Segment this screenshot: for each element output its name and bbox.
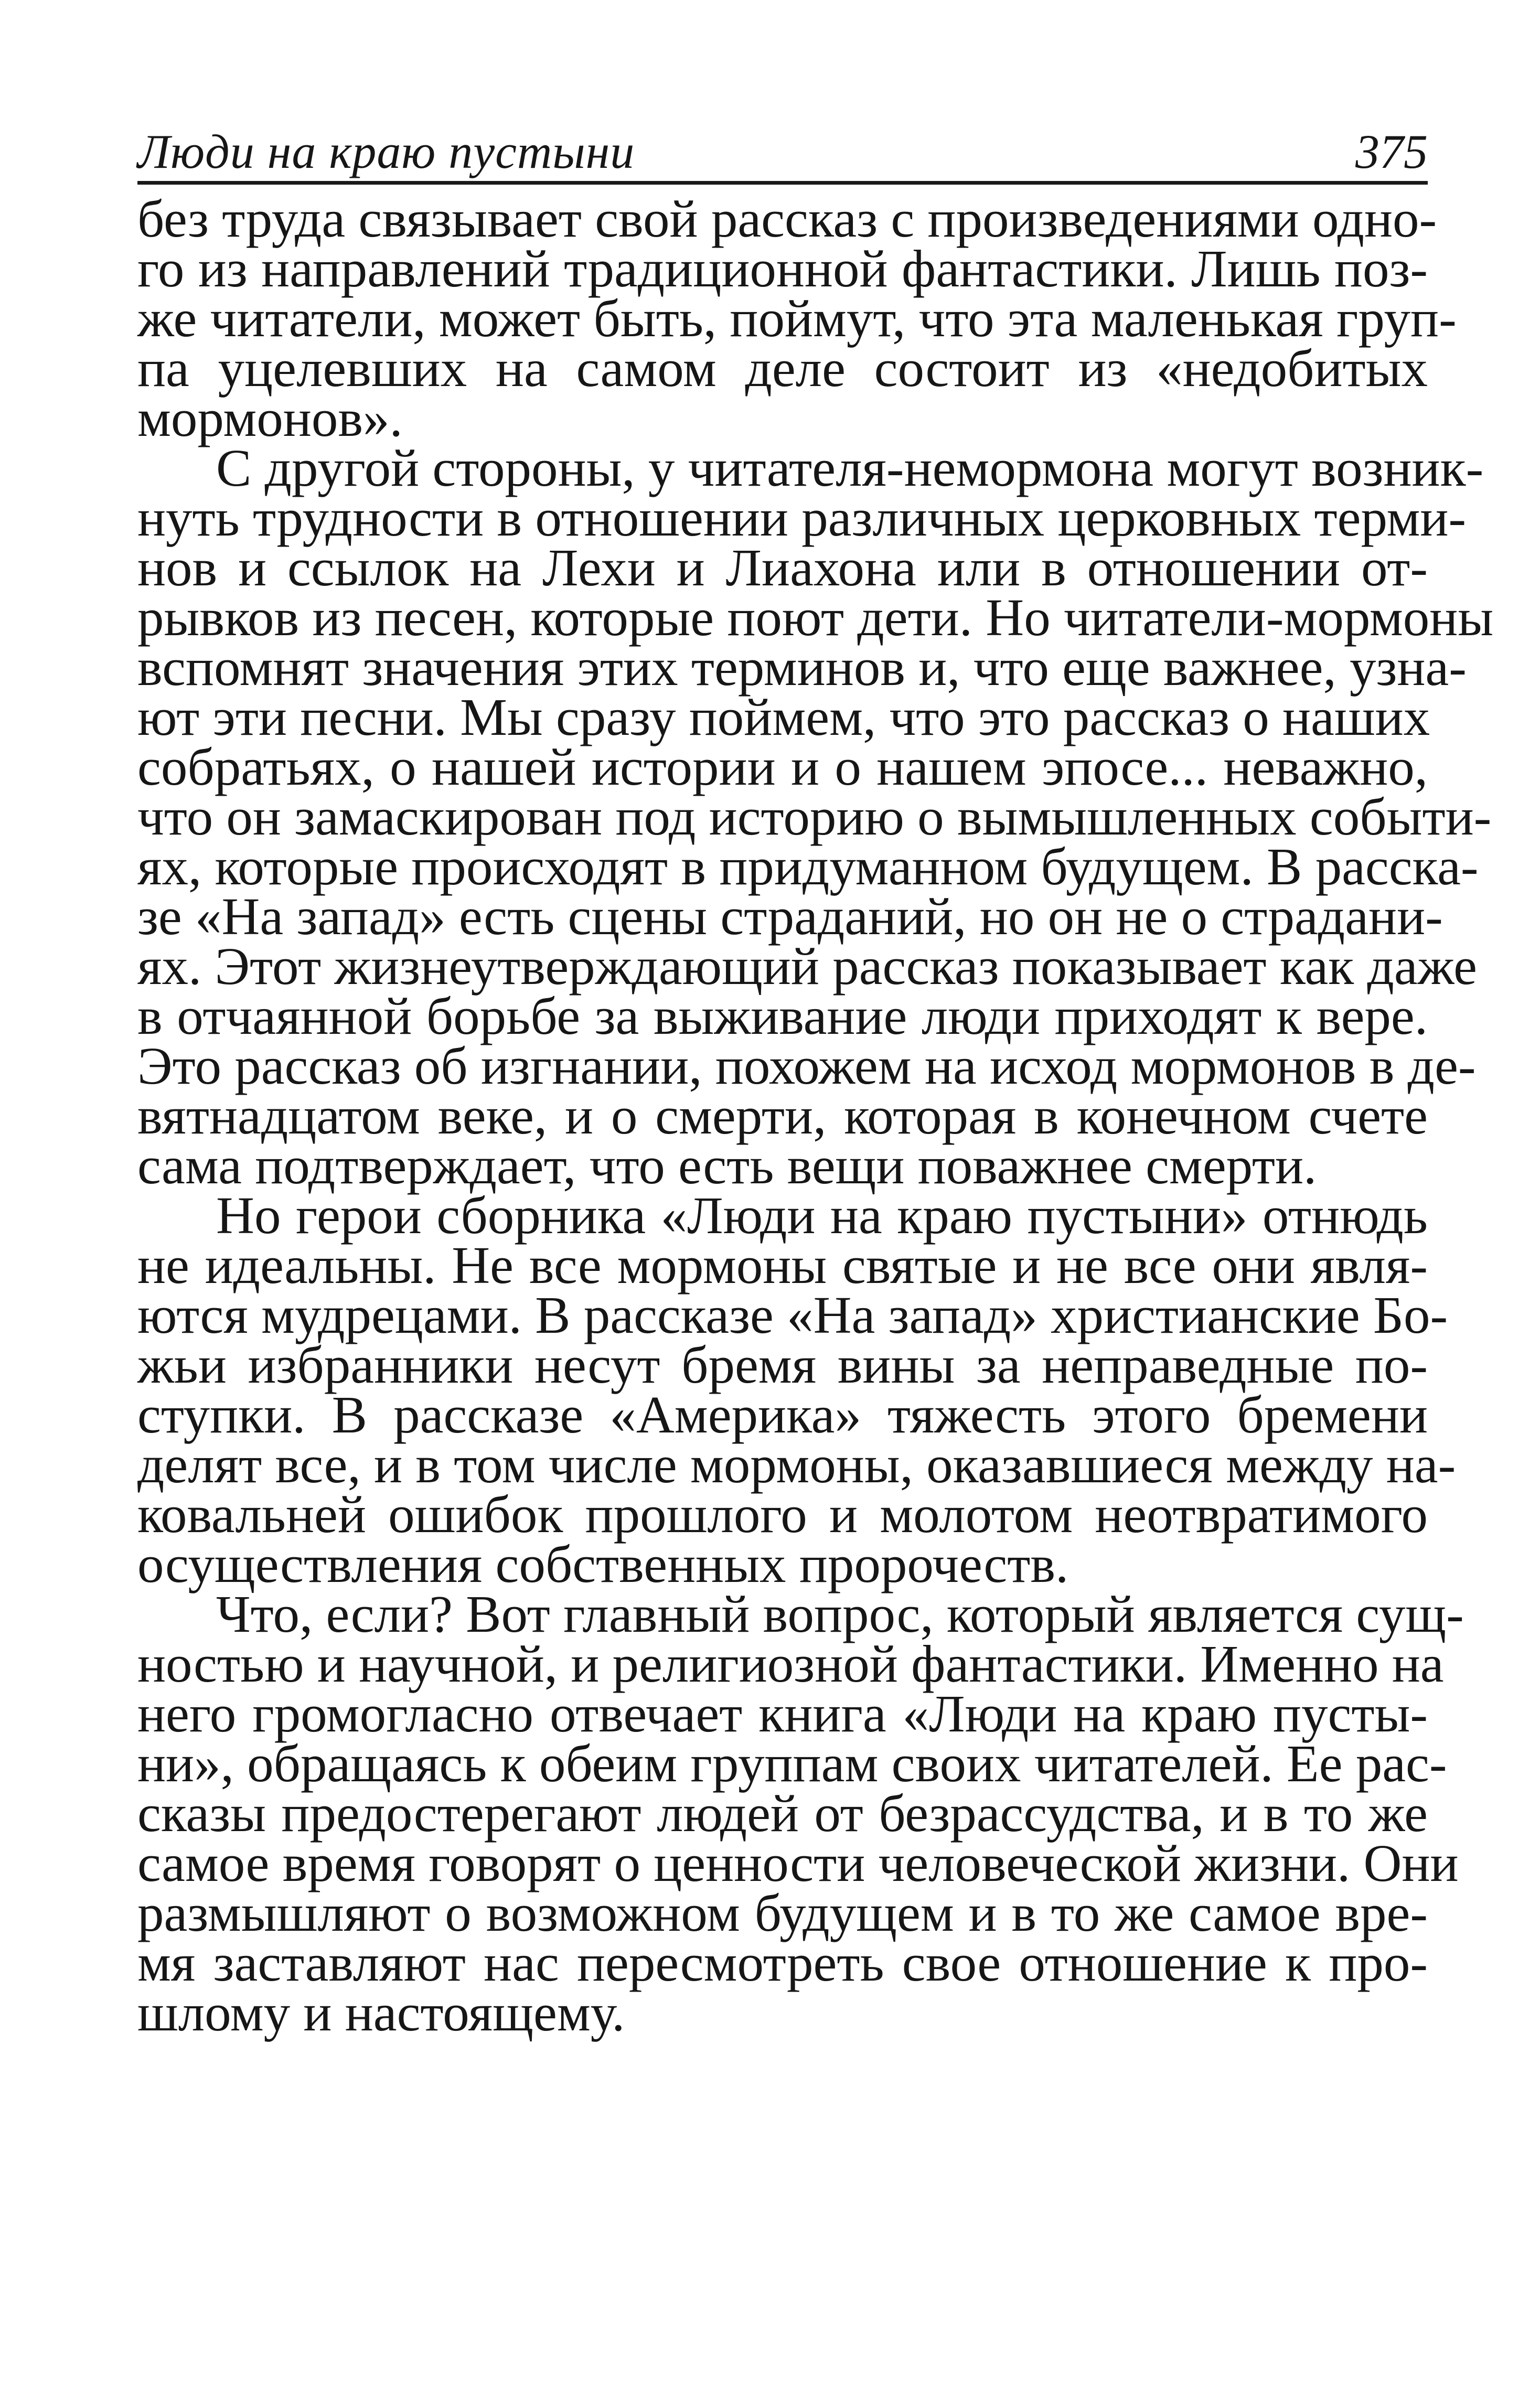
- text-line: вспомнят значения этих терминов и, что еще важнее, узна-: [137, 638, 1467, 697]
- text-line: сама подтверждает, что есть вещи поважнее смерти.: [137, 1136, 1317, 1195]
- text-line: делят все, и в том числе мормоны, оказавшиеся между на-: [137, 1435, 1456, 1494]
- text-line: что он замаскирован под историю о вымышленных событи-: [137, 787, 1492, 846]
- text-line: размышляют о возможном будущем и в то же самое вре-: [137, 1884, 1428, 1942]
- text-line: рывков из песен, которые поют дети. Но читатели-мормоны: [137, 588, 1494, 647]
- text-line: ях. Этот жизнеутверждающий рассказ показывает как даже: [137, 937, 1477, 996]
- text-line: нуть трудности в отношении различных церковных терми-: [137, 488, 1467, 547]
- text-line: шлому и настоящему.: [137, 1983, 625, 2042]
- text-line: го из направлений традиционной фантастики. Лишь поз-: [137, 239, 1428, 298]
- text-line: в отчаянной борьбе за выживание люди приходят к вере.: [137, 987, 1428, 1045]
- page-number: 375: [1355, 125, 1428, 178]
- paragraph: [137, 1585, 1464, 2042]
- text-line: жьи избранники несут бремя вины за неправедные по-: [137, 1335, 1428, 1394]
- paragraph: [137, 1186, 1456, 1593]
- text-line: собратьях, о нашей истории и о нашем эпосе... неважно,: [137, 737, 1428, 796]
- text-line: ются мудрецами. В рассказе «На запад» христианские Бо-: [137, 1286, 1448, 1344]
- text-line: ют эти песни. Мы сразу поймем, что это рассказ о наших: [137, 688, 1430, 746]
- paragraph: [137, 189, 1457, 447]
- text-line: него громогласно отвечает книга «Люди на краю пусты-: [137, 1684, 1428, 1743]
- text-line: Это рассказ об изгнании, похожем на исход мормонов в де-: [137, 1036, 1476, 1095]
- text-line: мормонов».: [137, 389, 403, 447]
- text-line: ступки. В рассказе «Америка» тяжесть этого бремени: [137, 1385, 1428, 1444]
- running-header: [137, 108, 1428, 185]
- text-line: сказы предостерегают людей от безрассудства, и в то же: [137, 1784, 1428, 1843]
- text-line: осуществления собственных пророчеств.: [137, 1535, 1069, 1593]
- text-line: не идеальны. Не все мормоны святые и не все они явля-: [137, 1236, 1428, 1295]
- text-line: Но герои сборника «Люди на краю пустыни» отнюдь: [216, 1186, 1428, 1245]
- text-line: зе «На запад» есть сцены страданий, но он не о страдани-: [137, 887, 1443, 946]
- text-line: самое время говорят о ценности человеческой жизни. Они: [137, 1834, 1459, 1892]
- body-text: [137, 189, 1494, 2042]
- running-title: Люди на краю пустыни: [137, 125, 635, 178]
- text-line: Что, если? Вот главный вопрос, который является сущ-: [216, 1585, 1464, 1643]
- paragraph: [137, 438, 1494, 1195]
- text-line: мя заставляют нас пересмотреть свое отношение к про-: [137, 1933, 1428, 1992]
- text-line: же читатели, может быть, поймут, что эта маленькая груп-: [137, 289, 1457, 348]
- text-line: вятнадцатом веке, и о смерти, которая в конечном счете: [137, 1086, 1428, 1145]
- text-line: па уцелевших на самом деле состоит из «недобитых: [137, 339, 1428, 398]
- text-line: ни», обращаясь к обеим группам своих читателей. Ее рас-: [137, 1734, 1447, 1793]
- text-line: ях, которые происходят в придуманном будущем. В расска-: [137, 837, 1479, 896]
- text-line: без труда связывает свой рассказ с произведениями одно-: [137, 189, 1437, 248]
- text-line: нов и ссылок на Лехи и Лиахона или в отношении от-: [137, 538, 1428, 597]
- text-line: С другой стороны, у читателя-немормона могут возник-: [216, 438, 1484, 497]
- text-line: ковальней ошибок прошлого и молотом неотвратимого: [137, 1485, 1428, 1544]
- text-line: ностью и научной, и религиозной фантастики. Именно на: [137, 1634, 1444, 1693]
